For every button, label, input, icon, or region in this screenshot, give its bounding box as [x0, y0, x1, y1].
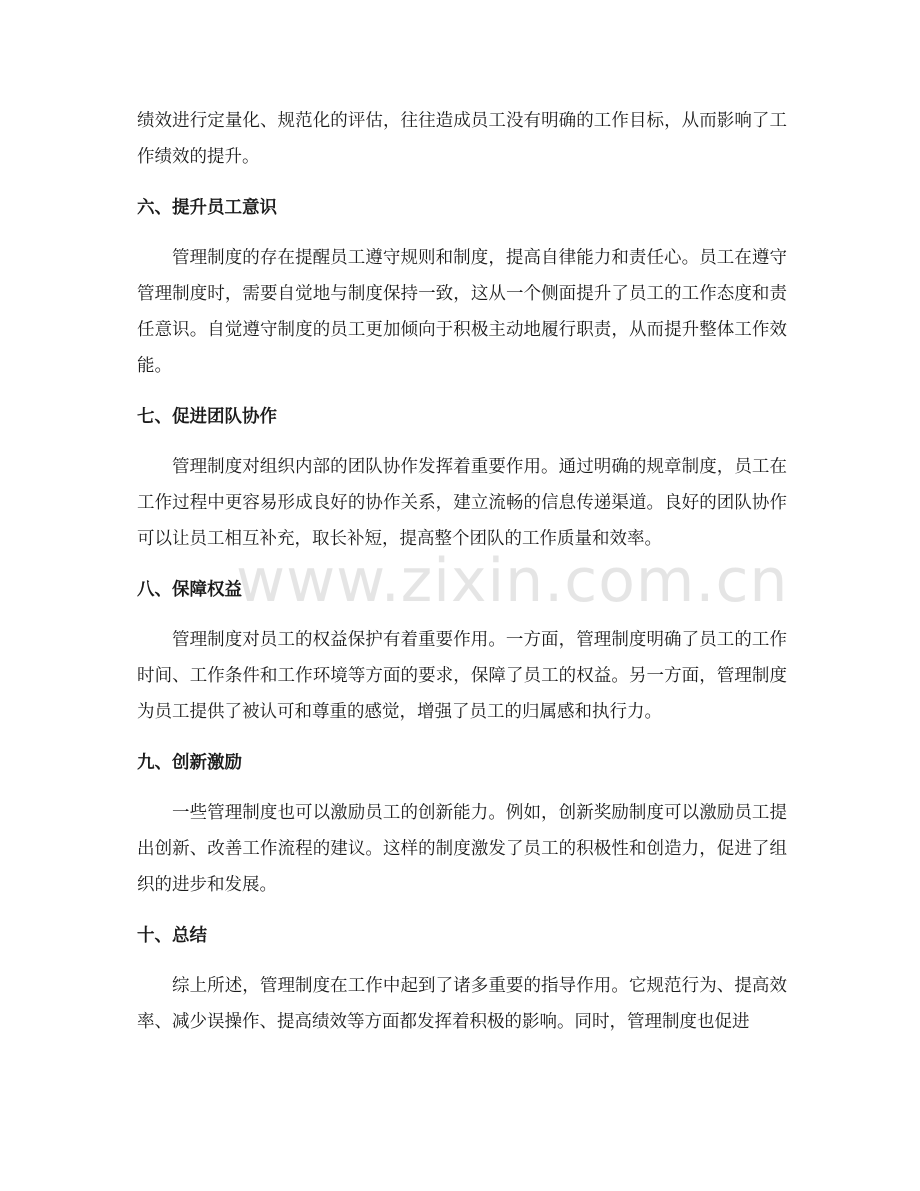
paragraph-section-9: 一些管理制度也可以激励员工的创新能力。例如，创新奖励制度可以激励员工提出创新、改善工作流程的建议。这样的制度激发了员工的积极性和创造力，促进了组织的进步和发展。 — [137, 803, 787, 895]
section-heading-8: 八、保障权益 — [137, 580, 242, 600]
section-heading-7: 七、促进团队协作 — [137, 407, 277, 427]
section-heading-10: 十、总结 — [137, 926, 207, 946]
watermark: www.zixin.com.cn — [236, 546, 789, 616]
paragraph-section-10: 综上所述，管理制度在工作中起到了诸多重要的指导作用。它规范行为、提高效率、减少误操作、提高绩效等方面都发挥着积极的影响。同时，管理制度也促进 — [137, 976, 787, 1032]
paragraph-intro-continuation: 绩效进行定量化、规范化的评估，往往造成员工没有明确的工作目标，从而影响了工作绩效的提升。 — [137, 111, 787, 167]
section-heading-6: 六、提升员工意识 — [137, 198, 277, 218]
paragraph-section-7: 管理制度对组织内部的团队协作发挥着重要作用。通过明确的规章制度，员工在工作过程中更容易形成良好的协作关系，建立流畅的信息传递渠道。良好的团队协作可以让员工相互补充，取长补短，提高整个团队的工作质量和效率。 — [137, 457, 787, 549]
paragraph-section-8: 管理制度对员工的权益保护有着重要作用。一方面，管理制度明确了员工的工作时间、工作条件和工作环境等方面的要求，保障了员工的权益。另一方面，管理制度为员工提供了被认可和尊重的感觉，增强了员工的归属感和执行力。 — [137, 630, 787, 722]
section-heading-9: 九、创新激励 — [137, 753, 242, 773]
paragraph-section-6: 管理制度的存在提醒员工遵守规则和制度，提高自律能力和责任心。员工在遵守管理制度时，需要自觉地与制度保持一致，这从一个侧面提升了员工的工作态度和责任意识。自觉遵守制度的员工更加倾向于积极主动地履行职责，从而提升整体工作效能。 — [137, 248, 787, 376]
document-page — [137, 103, 787, 1040]
